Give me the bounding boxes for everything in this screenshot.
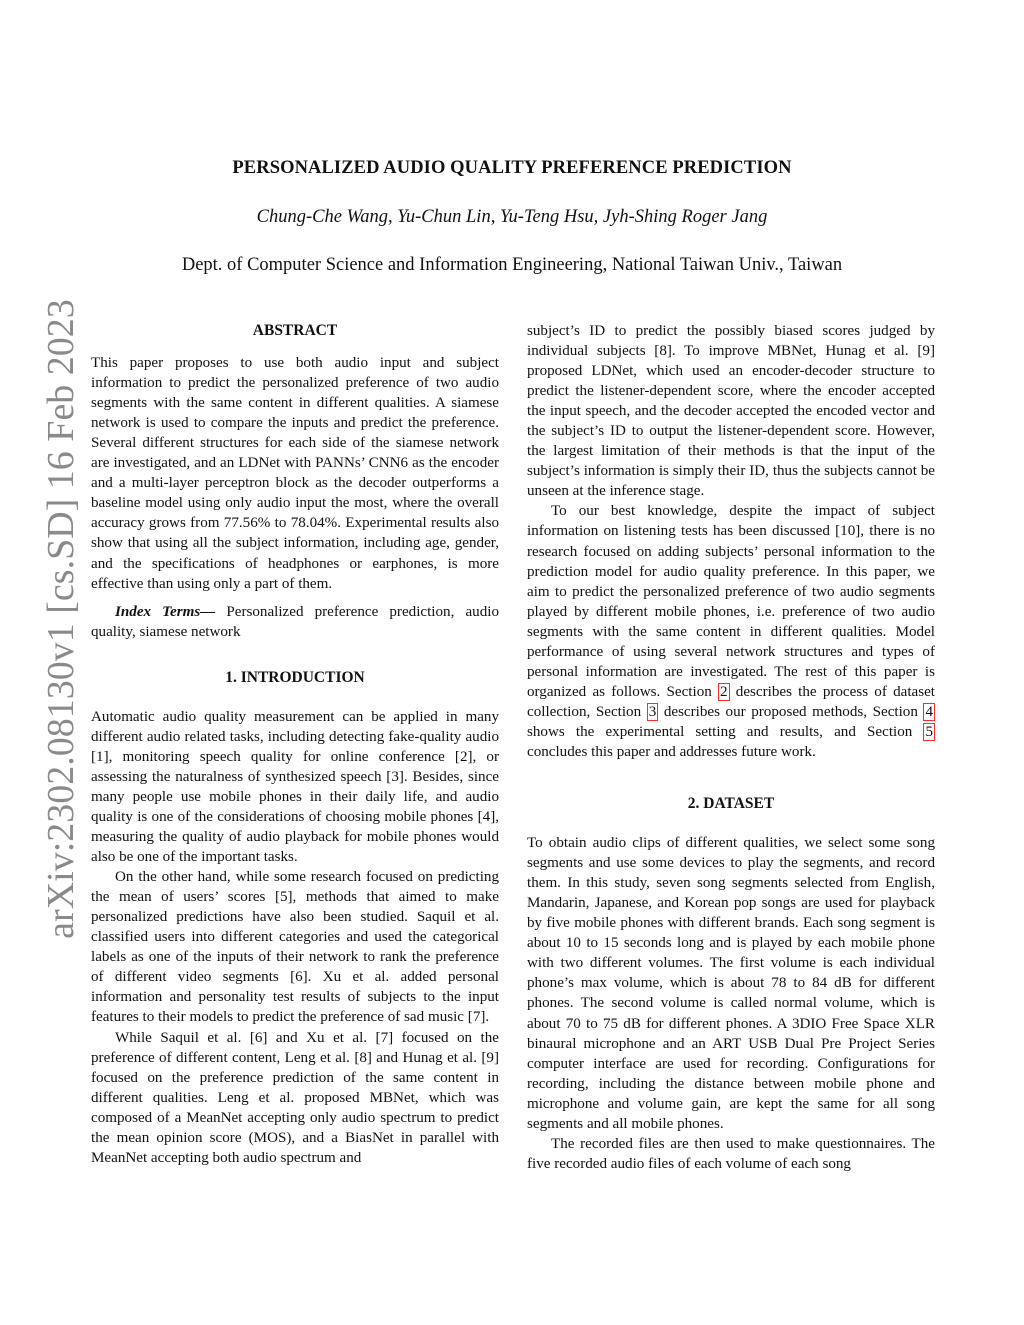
- citation-link[interactable]: 9: [486, 1049, 494, 1066]
- citation-link[interactable]: 7: [472, 1009, 481, 1026]
- right-column: [527, 321, 935, 1174]
- intro-paragraph-5: To our best knowledge, despite the impact of subject information on listening tests has been discussed [10], there is no research focused on adding subjects’ personal information to the prediction model for audio quality preference. In this paper, we aim to predict the personalized preference of two audio segments played by different mobile phones, i.e. preference of two audio segments with the same content in different qualities. Model performance of using several network structures and types of personal information are investigated. The rest of this paper is organized as follows. Section 2 describes the process of dataset collection, Section 3 describes our proposed methods, Section 4 shows the experimental setting and results, and Section 5 concludes this paper and addresses future work.: [527, 503, 935, 760]
- section-link[interactable]: 3: [648, 703, 657, 720]
- arxiv-identifier: arXiv:2302.08130v1 [cs.SD] 16 Feb 2023: [40, 299, 82, 939]
- abstract-heading: ABSTRACT: [252, 322, 338, 339]
- citation-link[interactable]: 6: [295, 969, 303, 986]
- dataset-heading: 2. DATASET: [687, 795, 775, 813]
- intro-paragraph-2: On the other hand, while some research focused on predicting the mean of users’ scores [5], methods that aimed to make personalized predictions have also been studied. Saquil et al. classified users into different categories and used the categorical labels as one of the inputs of their network to rank the preference of different video segments [6]. Xu et al. added personal information and personality test results of subjects to the input features to their models to predict the preference of sad music [7].: [91, 869, 499, 1026]
- section-link[interactable]: 2: [720, 683, 728, 700]
- citation-link[interactable]: 8: [359, 1049, 367, 1066]
- index-terms-text: Personalized preference prediction, audio quality, siamese network: [91, 603, 499, 640]
- intro-paragraph-3: While Saquil et al. [6] and Xu et al. [7] focused on the preference of different content, Leng et al. [8] and Hunag et al. [9] focused on the preference prediction of the same content in different qualities. Leng et al. proposed MBNet, which was composed of a MeanNet accepting only audio spectrum to predict the mean opinion score (MOS), and a BiasNet in parallel with MeanNet accepting both audio spectrum and: [91, 1029, 500, 1166]
- citation-link[interactable]: 8: [659, 343, 667, 360]
- paper-title: PERSONALIZED AUDIO QUALITY PREFERENCE PREDICTION: [232, 158, 792, 178]
- intro-heading: 1. INTRODUCTION: [225, 668, 365, 686]
- section-link[interactable]: 5: [925, 723, 933, 740]
- citation-link[interactable]: 7: [380, 1029, 389, 1046]
- citation-link[interactable]: 4: [482, 808, 491, 825]
- citation-link[interactable]: 9: [922, 343, 930, 360]
- affiliation: Dept. of Computer Science and Information Engineering, National Taiwan Univ., Taiwan: [181, 255, 843, 275]
- intro-paragraph-1: Automatic audio quality measurement can be applied in many different audio related tasks, including detecting fake-quality audio [1], monitoring speech quality for online conference [2], or assessing the naturalness of synthesized speech [3]. Besides, since many people use mobile phones in their daily life, and audio quality is one of the considerations of choosing mobile phones [4], measuring the quality of audio playback for mobile phones would also be one of the important tasks.: [91, 708, 499, 866]
- intro-paragraph-4: subject’s ID to predict the possibly biased scores judged by individual subjects [8]. To improve MBNet, Hunag et al. [9] proposed LDNet, which used an encoder-decoder structure to predict the listener-dependent score, where the encoder accepted the input speech, and the decoder accepted the encoded vector and the subject’s ID to output the listener-dependent score. However, the largest limitation of their methods is that the input of the subject’s information is simply their ID, thus the subjects cannot be unseen at the inference stage.: [527, 323, 935, 500]
- left-column: [91, 321, 499, 1168]
- citation-link[interactable]: 5: [279, 889, 288, 906]
- abstract-text: This paper proposes to use both audio input and subject information to predict the personalized preference of two audio segments with the same content in different qualities. A siamese network is used to compare the inputs and predict the preference. Several different structures for each side of the siamese network are investigated, and an LDNet with PANNs’ CNN6 as the encoder and a multi-layer perceptron block as the decoder outperforms a baseline model using only audio input the most, where the overall accuracy grows from 77.56% to 78.04%. Experimental results also show that using all the subject information, including age, gender, and the specifications of headphones or earphones, is more effective than using only a part of them.: [91, 355, 499, 592]
- index-terms: [91, 602, 499, 642]
- citation-link[interactable]: 6: [254, 1029, 263, 1046]
- index-terms-label: Index Terms—: [115, 603, 216, 620]
- citation-link[interactable]: 10: [840, 523, 856, 540]
- section-link[interactable]: 4: [925, 703, 934, 720]
- citation-link[interactable]: 1: [96, 748, 104, 765]
- dataset-paragraph-1: To obtain audio clips of different qualities, we select some song segments and use some devices to play the segments, and record them. In this study, seven song segments selected from English, Mandarin, Japanese, and Korean pop songs are used for playback by five mobile phones with different brands. Each song segment is about 10 to 15 seconds long and is played by each mobile phone with two different volumes. The first volume is each individual phone’s max volume, which is about 78 to 84 dB for different phones. The second volume is called normal volume, which is about 70 to 75 dB for different phones. A 3DIO Free Space XLR binaural microphone and an ART USB Dual Pre Project Series computer interface are used for recording. Configurations for recording, including the distance between mobile phone and microphone and volume gain, are kept the same for all song segments and all mobile phones.: [527, 835, 935, 1132]
- citation-link[interactable]: 3: [391, 768, 399, 785]
- author-list: Chung-Che Wang, Yu-Chun Lin, Yu-Teng Hsu, Jyh-Shing Roger Jang: [256, 207, 768, 227]
- dataset-paragraph-2: The recorded files are then used to make questionnaires. The five recorded audio files of each volume of each song: [527, 1135, 935, 1172]
- citation-link[interactable]: 2: [459, 748, 468, 765]
